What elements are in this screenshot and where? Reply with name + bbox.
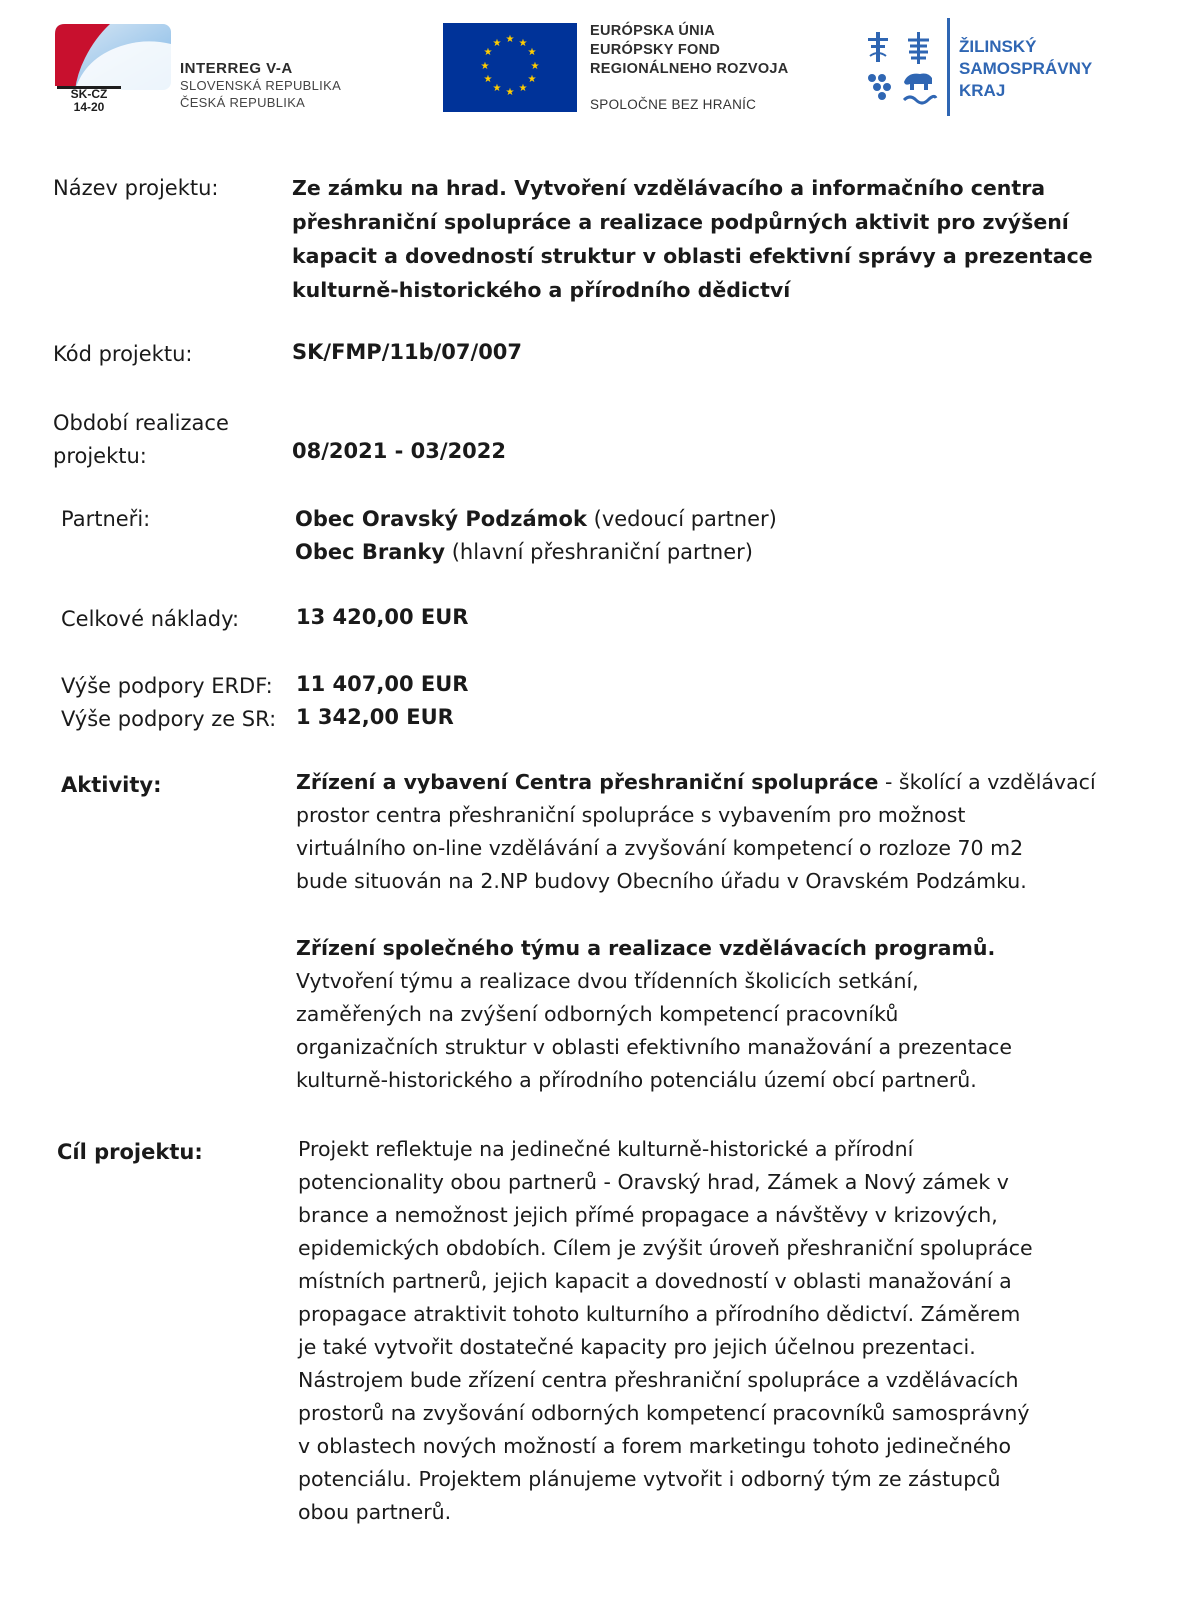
- eu-flag: [443, 23, 577, 112]
- activity-title: Zřízení a vybavení Centra přeshraniční spolupráce: [296, 770, 879, 794]
- interreg-country-cz: ČESKÁ REPUBLIKA: [180, 95, 306, 110]
- svg-text:★: ★: [518, 38, 528, 49]
- eu-line-3: REGIONÁLNEHO ROZVOJA: [590, 61, 789, 77]
- svg-text:★: ★: [505, 34, 515, 45]
- partner-item: [295, 503, 777, 536]
- project-code-value: SK/FMP/11b/07/007: [292, 340, 523, 364]
- goal-line: prostorů na zvyšování odborných kompetencí pracovníků samosprávný: [298, 1401, 1030, 1425]
- goal-line: epidemických obdobích. Cílem je zvýšit úroveň přeshraniční spolupráce: [298, 1236, 1033, 1260]
- svg-text:★: ★: [492, 83, 502, 94]
- activity-text: - školící a vzdělávací: [878, 770, 1096, 794]
- partners-label: Partneři:: [61, 507, 151, 531]
- goal-line: obou partnerů.: [298, 1500, 452, 1524]
- goal-line: místních partnerů, jejich kapacit a dovedností v oblasti manažování a: [298, 1269, 1012, 1293]
- project-period-label-line: projektu:: [53, 444, 147, 468]
- project-period-value: 08/2021 - 03/2022: [292, 439, 507, 463]
- erdf-support-label: Výše podpory ERDF:: [61, 674, 273, 698]
- erdf-support-value: 11 407,00 EUR: [296, 672, 469, 696]
- goal-line: je také vytvořit dostatečné kapacity pro jejich účelnou prezentaci.: [298, 1335, 976, 1359]
- eu-motto: SPOLOČNE BEZ HRANÍC: [590, 97, 757, 112]
- partners-list: [295, 503, 777, 569]
- activity-2: [296, 932, 1096, 1097]
- eu-fund-text: [590, 22, 789, 112]
- eu-line-1: EURÓPSKA ÚNIA: [590, 23, 716, 39]
- sr-support-label: Výše podpory ze SR:: [61, 707, 277, 731]
- svg-text:★: ★: [527, 47, 537, 58]
- project-name-label: Název projektu:: [53, 176, 219, 200]
- project-name-value: [292, 171, 1093, 307]
- interreg-country-sk: SLOVENSKÁ REPUBLIKA: [180, 78, 342, 93]
- activity-title: Zřízení společného týmu a realizace vzdělávacích programů.: [296, 936, 996, 960]
- svg-text:★: ★: [483, 47, 493, 58]
- region-emblem-icon: [862, 26, 940, 108]
- partner-name: Obec Oravský Podzámok: [295, 507, 587, 531]
- goal-line: Nástrojem bude zřízení centra přeshraniční spolupráce a vzdělávacích: [298, 1368, 1019, 1392]
- project-name-line: kapacit a dovedností struktur v oblasti efektivní správy a prezentace: [292, 244, 1093, 268]
- project-name-line: kulturně-historického a přírodního dědictví: [292, 278, 791, 302]
- svg-text:★: ★: [480, 61, 490, 72]
- interreg-text: [180, 60, 341, 111]
- region-divider: [947, 18, 950, 116]
- partner-item: [295, 536, 777, 569]
- goal-line: Projekt reflektuje na jedinečné kulturně-historické a přírodní: [298, 1137, 914, 1161]
- activity-line: zaměřených na zvýšení odborných kompetencí pracovníků: [296, 1002, 899, 1026]
- eu-line-2: EURÓPSKY FOND: [590, 42, 721, 58]
- project-code-label: Kód projektu:: [53, 342, 193, 366]
- svg-text:★: ★: [492, 38, 502, 49]
- activity-line: Vytvoření týmu a realizace dvou třídenních školicích setkání,: [296, 969, 919, 993]
- interreg-badge-code: SK-CZ: [70, 87, 108, 101]
- activity-line: [296, 766, 1096, 799]
- goal-line: potenciálu. Projektem plánujeme vytvořit i odborný tým ze zástupců: [298, 1467, 1001, 1491]
- goal-line: potencionality obou partnerů - Oravský hrad, Zámek a Nový zámek v: [298, 1170, 1009, 1194]
- goal-text: [298, 1133, 1098, 1529]
- project-period-label: [53, 407, 229, 473]
- total-cost-label: Celkové náklady:: [61, 607, 240, 631]
- project-period-label-line: Období realizace: [53, 411, 229, 435]
- interreg-logo: [55, 24, 171, 118]
- eu-flag-icon: [443, 23, 577, 112]
- project-name-line: přeshraniční spolupráce a realizace podpůrných aktivit pro zvýšení: [292, 210, 1069, 234]
- goal-label: Cíl projektu:: [57, 1140, 203, 1164]
- svg-text:★: ★: [527, 74, 537, 85]
- interreg-title: INTERREG V-A: [180, 60, 293, 77]
- sr-support-value: 1 342,00 EUR: [296, 705, 454, 729]
- activity-line: prostor centra přeshraniční spolupráce s vybavením pro možnost: [296, 803, 966, 827]
- total-cost-value: 13 420,00 EUR: [296, 605, 469, 629]
- region-line-1: ŽILINSKÝ: [959, 37, 1037, 56]
- region-line-2: SAMOSPRÁVNY: [959, 59, 1093, 78]
- region-line-3: KRAJ: [959, 81, 1006, 100]
- activity-line: bude situován na 2.NP budovy Obecního úřadu v Oravském Podzámku.: [296, 869, 1027, 893]
- goal-line: brance a nemožnost jejich přímé propagace a návštěvy v krizových,: [298, 1203, 998, 1227]
- activity-1: [296, 766, 1096, 898]
- svg-text:★: ★: [505, 87, 515, 98]
- project-name-line: Ze zámku na hrad. Vytvoření vzdělávacího a informačního centra: [292, 176, 1046, 200]
- goal-line: propagace atraktivit tohoto kulturního a přírodního dědictví. Záměrem: [298, 1302, 1021, 1326]
- svg-text:★: ★: [530, 61, 540, 72]
- region-emblem: [862, 26, 940, 108]
- activity-line: virtuálního on-line vzdělávání a zvyšování kompetencí o rozloze 70 m2: [296, 836, 1024, 860]
- svg-text:★: ★: [483, 74, 493, 85]
- partner-role: (hlavní přeshraniční partner): [451, 540, 753, 564]
- interreg-badge-period: 14-20: [73, 100, 105, 114]
- svg-text:★: ★: [518, 83, 528, 94]
- partner-name: Obec Branky: [295, 540, 446, 564]
- activities-label: Aktivity:: [61, 773, 162, 797]
- activity-line: organizačních struktur v oblasti efektivního manažování a prezentace: [296, 1035, 1013, 1059]
- partner-role: (vedoucí partner): [593, 507, 777, 531]
- activity-line: kulturně-historického a přírodního potenciálu území obcí partnerů.: [296, 1068, 977, 1092]
- goal-line: v oblastech nových možností a forem marketingu tohoto jedinečného: [298, 1434, 1012, 1458]
- region-name: [959, 36, 1092, 102]
